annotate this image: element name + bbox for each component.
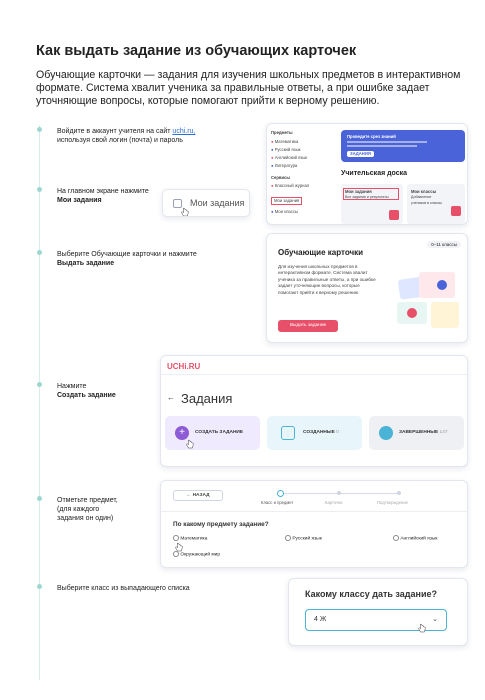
step-dot-3 [37, 250, 42, 255]
chevron-down-icon: ⌄ [432, 616, 438, 623]
tile-my-classes[interactable]: Мои классы Добавление учеников в классы [407, 184, 465, 224]
step-dot-1 [37, 127, 42, 132]
page-title: Как выдать задание из обучающих карточек [36, 43, 357, 59]
dashboard-sidebar [271, 130, 337, 215]
service-journal[interactable]: ● Классный журнал [271, 183, 310, 188]
banner-button[interactable]: ЗАДАНИЯ [347, 151, 374, 157]
back-button[interactable]: ← НАЗАД [173, 490, 223, 501]
stage-confirm: Подтверждение [377, 500, 408, 505]
step-2-text: На главном экране нажмите Мои задания [57, 188, 149, 204]
step-dot-6 [37, 584, 42, 589]
archive-icon [379, 426, 393, 440]
subjects-heading: Предметы [271, 130, 293, 135]
radio-math[interactable]: Математика [173, 535, 207, 541]
tasks-page-screenshot [160, 355, 468, 467]
uchi-logo: UCHi.RU [167, 362, 201, 371]
cards-promo-screenshot [266, 233, 468, 343]
hand-cursor-icon [181, 204, 189, 214]
radio-nature[interactable]: Окружающий мир [173, 551, 220, 557]
uchi-link[interactable]: uchi.ru, [172, 128, 196, 135]
dashboard-banner: Проведите срез знаний ЗАДАНИЯ [341, 130, 465, 162]
grade-badge: 0–11 классы [427, 241, 461, 248]
stage-cards: Карточки [325, 500, 343, 505]
subject-math[interactable]: ● Математика [271, 139, 299, 144]
intro-text: Обучающие карточки — задания для изучения школьных предметов в интерактивном формате. Система хвалит ученика за правильные ответы, а при ошибке задает уточняющие вопросы, которые помогают прийти к верному решению. [36, 69, 461, 107]
service-my-tasks[interactable]: Мои задания [271, 197, 302, 205]
radio-russian[interactable]: Русский язык [285, 535, 322, 541]
radio-english[interactable]: Английский язык [393, 535, 438, 541]
dashboard-screenshot [266, 123, 468, 225]
created-tasks-button[interactable]: СОЗДАННЫЕ 0 [267, 416, 362, 450]
back-arrow-icon[interactable]: ← [167, 393, 175, 402]
subject-russian[interactable]: ● Русский язык [271, 147, 301, 152]
hand-cursor-icon [418, 620, 426, 630]
grade-pick-screenshot [288, 578, 468, 646]
grade-select-value: 4 Ж [314, 616, 327, 623]
subject-pick-screenshot [160, 480, 468, 568]
hand-cursor-icon [186, 436, 194, 446]
finished-tasks-button[interactable]: ЗАВЕРШЕННЫЕ 147 [369, 416, 464, 450]
service-my-classes[interactable]: ● Мои классы [271, 209, 298, 214]
step-dot-4 [37, 382, 42, 387]
hand-cursor-icon [175, 539, 183, 549]
board-title: Учительская доска [341, 170, 408, 177]
tasks-heading: Задания [181, 391, 233, 406]
step-1-text: Войдите в аккаунт учителя на сайт uchi.ru, используя свой логин (почта) и пароль [57, 128, 196, 144]
step-3-text: Выберите Обучающие карточки и нажмите Выдать задание [57, 251, 197, 267]
step-6-text: Выберите класс из выпадающего списка [57, 585, 190, 592]
pencil-icon [281, 426, 295, 440]
cards-illustration [395, 270, 463, 334]
plus-icon: + [175, 426, 189, 440]
my-tasks-label: Мои задания [190, 198, 245, 208]
subject-question: По какому предмету задание? [173, 521, 269, 528]
issue-task-button[interactable]: Выдать задание [278, 320, 338, 332]
grade-select[interactable] [305, 609, 447, 631]
step-dot-5 [37, 496, 42, 501]
step-5-text: Отметьте предмет, (для каждого задания он один) [57, 497, 118, 522]
my-tasks-button[interactable] [162, 189, 250, 217]
timeline-line [39, 125, 40, 680]
subject-english[interactable]: ● Английский язык [271, 155, 308, 160]
cards-promo-description: Для изучения школьных предметов в интерактивном формате. Система хвалит ученика за правильные ответы, а при ошибке задает уточняющие вопросы, которые помогают прийти к верному решению [278, 264, 376, 295]
tile-my-tasks[interactable]: Мои задания Все задания и результаты [341, 184, 403, 224]
cards-promo-title: Обучающие карточки [278, 248, 364, 257]
step-4-text: Нажмите Создать задание [57, 383, 116, 399]
create-task-button[interactable]: + СОЗДАТЬ ЗАДАНИЕ [165, 416, 260, 450]
subject-literature[interactable]: ● Литература [271, 163, 298, 168]
grade-question: Какому классу дать задание? [305, 589, 437, 599]
step-dot-2 [37, 187, 42, 192]
services-heading: Сервисы [271, 175, 290, 180]
stage-grade-subject: Класс и предмет [261, 500, 294, 505]
